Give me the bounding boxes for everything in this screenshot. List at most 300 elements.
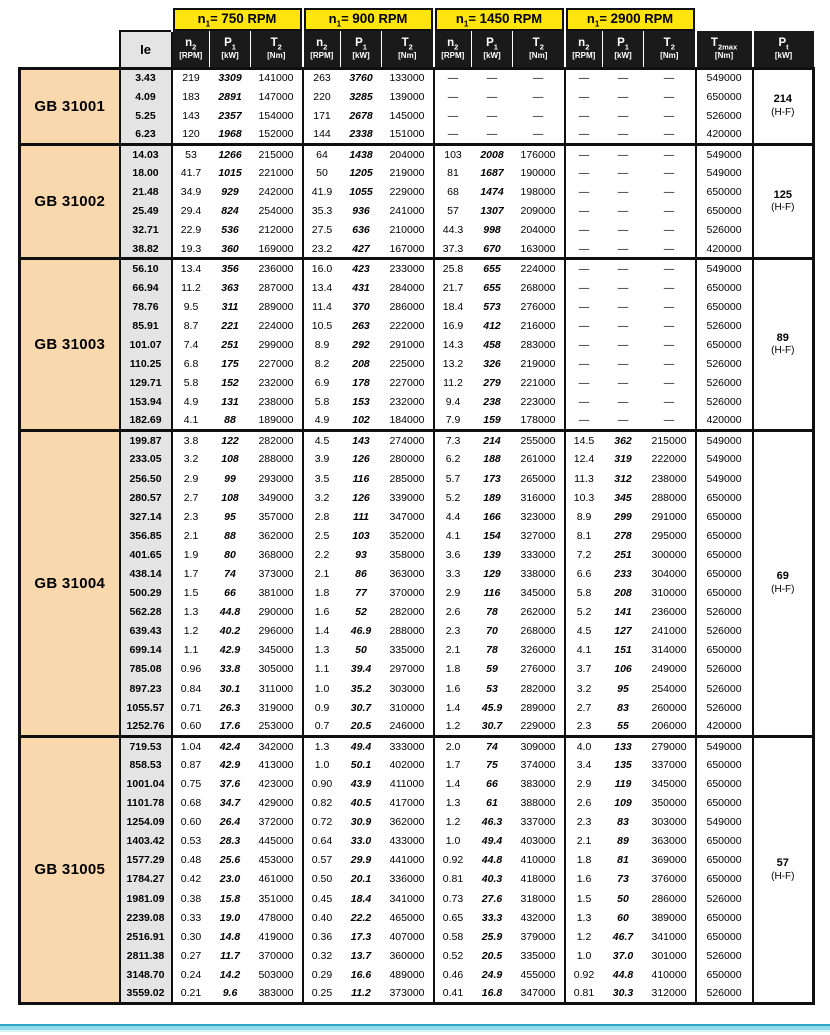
p1-value: 208	[603, 584, 644, 603]
t2-value: 288000	[382, 622, 434, 641]
ie-value: 199.87	[120, 431, 172, 450]
p1-value: 78	[472, 603, 513, 622]
t2-value: 279000	[644, 736, 696, 755]
table-row	[20, 507, 814, 526]
p1-value: —	[603, 335, 644, 354]
ratio-column-header: Ie	[120, 31, 172, 68]
n2-value: 2.3	[172, 507, 210, 526]
p1-value: 49.4	[341, 736, 382, 755]
t2-value: 301000	[644, 946, 696, 965]
t2-value: 419000	[251, 927, 303, 946]
p1-value: 536	[210, 221, 251, 240]
p1-value: 1055	[341, 183, 382, 202]
t2-value: 335000	[382, 641, 434, 660]
n2-value: 10.5	[303, 316, 341, 335]
t2-value: 383000	[513, 774, 565, 793]
p1-value: 29.9	[341, 851, 382, 870]
t2max-value: 650000	[696, 794, 753, 813]
n2-column-header: $n_2$ [RPM]	[434, 31, 472, 68]
table-row	[20, 469, 814, 488]
p1-value: 133	[603, 736, 644, 755]
p1-value: 52	[341, 603, 382, 622]
t2max-value: 650000	[696, 564, 753, 583]
ie-value: 562.28	[120, 603, 172, 622]
t2-value: 347000	[513, 985, 565, 1004]
n2-value: 0.72	[303, 813, 341, 832]
t2-value: 304000	[644, 564, 696, 583]
n2-value: —	[565, 183, 603, 202]
t2-value: 232000	[251, 374, 303, 393]
p1-value: 299	[603, 507, 644, 526]
p1-value: 1438	[341, 144, 382, 163]
n2-value: 3.5	[303, 469, 341, 488]
n2-value: 6.6	[565, 564, 603, 583]
t2-value: —	[513, 106, 565, 125]
n2-value: 0.87	[172, 755, 210, 774]
t2max-value: 650000	[696, 641, 753, 660]
n2-value: 5.8	[565, 584, 603, 603]
n2-value: —	[434, 68, 472, 87]
t2max-value: 650000	[696, 335, 753, 354]
n2-value: —	[434, 125, 472, 144]
n2-value: 16.0	[303, 259, 341, 278]
p1-value: 431	[341, 278, 382, 297]
n2-value: 13.4	[172, 259, 210, 278]
p1-value: 655	[472, 259, 513, 278]
t2-value: 374000	[513, 755, 565, 774]
ie-value: 129.71	[120, 374, 172, 393]
n2-value: —	[565, 354, 603, 373]
p1-value: 24.9	[472, 965, 513, 984]
n2-value: 16.9	[434, 316, 472, 335]
n2-column-header: $n_2$ [RPM]	[565, 31, 603, 68]
p1-value: 35.2	[341, 679, 382, 698]
t2max-value: 650000	[696, 488, 753, 507]
n2-value: 7.2	[565, 545, 603, 564]
p1-value: 59	[472, 660, 513, 679]
p1-value: 49.4	[472, 832, 513, 851]
n2-value: 4.9	[172, 393, 210, 412]
table-row	[20, 813, 814, 832]
n2-value: 41.9	[303, 183, 341, 202]
ie-value: 280.57	[120, 488, 172, 507]
n2-value: 5.8	[303, 393, 341, 412]
p1-value: 345	[603, 488, 644, 507]
p1-value: 106	[603, 660, 644, 679]
p1-value: 30.7	[341, 698, 382, 717]
ie-value: 5.25	[120, 106, 172, 125]
table-row	[20, 87, 814, 106]
t2-value: 229000	[513, 717, 565, 736]
t2-value: 276000	[513, 297, 565, 316]
n2-value: 3.2	[565, 679, 603, 698]
ie-value: 500.29	[120, 584, 172, 603]
ie-value: 85.91	[120, 316, 172, 335]
t2-value: 352000	[382, 526, 434, 545]
p1-value: 1307	[472, 202, 513, 221]
p1-value: 3309	[210, 68, 251, 87]
p1-value: 311	[210, 297, 251, 316]
t2max-value: 549000	[696, 469, 753, 488]
t2-value: 176000	[513, 144, 565, 163]
group-name: GB 31005	[20, 736, 120, 1003]
n2-value: 23.2	[303, 240, 341, 259]
n2-value: 4.1	[565, 641, 603, 660]
ie-value: 356.85	[120, 526, 172, 545]
p1-value: —	[603, 316, 644, 335]
ie-value: 327.14	[120, 507, 172, 526]
t2-column-header: $T_2$ [Nm]	[513, 31, 565, 68]
n2-value: 50	[303, 163, 341, 182]
n2-value: 1.0	[434, 832, 472, 851]
t2-value: 289000	[251, 297, 303, 316]
t2-value: 236000	[644, 603, 696, 622]
table-row	[20, 278, 814, 297]
n2-value: 6.8	[172, 354, 210, 373]
t2-value: 423000	[251, 774, 303, 793]
ie-value: 21.48	[120, 183, 172, 202]
t2max-value: 549000	[696, 144, 753, 163]
t2-value: 407000	[382, 927, 434, 946]
t2-value: 268000	[513, 278, 565, 297]
ie-value: 1055.57	[120, 698, 172, 717]
p1-value: 151	[603, 641, 644, 660]
t2-value: 376000	[644, 870, 696, 889]
t2max-value: 549000	[696, 259, 753, 278]
t2-value: 223000	[513, 393, 565, 412]
t2-value: 184000	[382, 412, 434, 431]
ie-value: 1101.78	[120, 794, 172, 813]
t2-value: 290000	[251, 603, 303, 622]
p1-value: 86	[341, 564, 382, 583]
n2-value: 2.3	[434, 622, 472, 641]
t2-value: 167000	[382, 240, 434, 259]
t2-value: —	[644, 68, 696, 87]
n2-value: 4.1	[172, 412, 210, 431]
n2-value: 103	[434, 144, 472, 163]
n2-value: 68	[434, 183, 472, 202]
n2-value: 6.2	[434, 450, 472, 469]
n2-value: 0.58	[434, 927, 472, 946]
t2-value: 337000	[644, 755, 696, 774]
t2-value: 133000	[382, 68, 434, 87]
n2-value: 8.9	[303, 335, 341, 354]
n2-value: —	[565, 163, 603, 182]
ie-value: 1254.09	[120, 813, 172, 832]
t2-value: 445000	[251, 832, 303, 851]
n2-value: 0.65	[434, 908, 472, 927]
p1-value: 458	[472, 335, 513, 354]
t2-value: 178000	[513, 412, 565, 431]
t2max-value: 650000	[696, 202, 753, 221]
p1-value: 42.9	[210, 641, 251, 660]
n2-value: 3.8	[172, 431, 210, 450]
p1-value: 153	[341, 393, 382, 412]
n2-value: —	[565, 297, 603, 316]
n2-value: —	[565, 316, 603, 335]
table-row	[20, 641, 814, 660]
n2-value: 5.2	[565, 603, 603, 622]
t2-value: 372000	[251, 813, 303, 832]
n2-value: 1.0	[303, 679, 341, 698]
p1-value: —	[603, 125, 644, 144]
n2-value: 41.7	[172, 163, 210, 182]
n2-value: 0.33	[172, 908, 210, 927]
t2-value: 342000	[251, 736, 303, 755]
p1-value: 173	[472, 469, 513, 488]
t2-value: 363000	[644, 832, 696, 851]
n2-value: 1.4	[303, 622, 341, 641]
p1-value: 363	[210, 278, 251, 297]
t2-value: —	[644, 221, 696, 240]
t2-value: 410000	[513, 851, 565, 870]
t2max-value: 650000	[696, 297, 753, 316]
p1-value: 34.7	[210, 794, 251, 813]
column-header-row	[20, 31, 814, 68]
n2-value: 9.5	[172, 297, 210, 316]
t2max-value: 650000	[696, 87, 753, 106]
t2-value: 287000	[251, 278, 303, 297]
t2-value: 309000	[513, 736, 565, 755]
n2-value: 0.36	[303, 927, 341, 946]
table-row	[20, 68, 814, 87]
t2-value: 345000	[513, 584, 565, 603]
t2-value: 316000	[513, 488, 565, 507]
p1-value: 370	[341, 297, 382, 316]
n2-value: 34.9	[172, 183, 210, 202]
ie-value: 785.08	[120, 660, 172, 679]
p1-value: 143	[341, 431, 382, 450]
t2max-value: 526000	[696, 698, 753, 717]
t2-value: 212000	[251, 221, 303, 240]
n2-value: —	[565, 393, 603, 412]
p1-value: 122	[210, 431, 251, 450]
n2-value: 0.46	[434, 965, 472, 984]
t2-value: 335000	[513, 946, 565, 965]
n2-value: 22.9	[172, 221, 210, 240]
p1-value: 27.6	[472, 889, 513, 908]
t2-value: 169000	[251, 240, 303, 259]
n2-value: 25.8	[434, 259, 472, 278]
n2-value: 0.50	[303, 870, 341, 889]
n2-value: 3.7	[565, 660, 603, 679]
t2-value: 154000	[251, 106, 303, 125]
table-row	[20, 545, 814, 564]
p1-value: 1015	[210, 163, 251, 182]
speed-band-1450: $n_1= 1450$ RPM	[434, 8, 565, 31]
n2-value: 2.7	[172, 488, 210, 507]
p1-value: 238	[472, 393, 513, 412]
t2-value: 147000	[251, 87, 303, 106]
p1-value: 20.5	[341, 717, 382, 736]
table-row	[20, 965, 814, 984]
t2max-value: 420000	[696, 717, 753, 736]
n2-value: 0.81	[434, 870, 472, 889]
p1-value: 178	[341, 374, 382, 393]
p1-value: 2008	[472, 144, 513, 163]
p1-value: 44.8	[210, 603, 251, 622]
n2-value: 2.7	[565, 698, 603, 717]
t2-value: 265000	[513, 469, 565, 488]
table-row	[20, 221, 814, 240]
t2-value: 432000	[513, 908, 565, 927]
t2-value: 215000	[251, 144, 303, 163]
t2max-value: 650000	[696, 870, 753, 889]
t2-value: 296000	[251, 622, 303, 641]
n2-value: 2.1	[434, 641, 472, 660]
n2-value: 0.75	[172, 774, 210, 793]
t2max-value: 549000	[696, 163, 753, 182]
t2max-value: 526000	[696, 622, 753, 641]
table-header	[20, 8, 814, 68]
n2-value: 3.2	[303, 488, 341, 507]
p1-value: —	[603, 87, 644, 106]
p1-value: 95	[603, 679, 644, 698]
n2-value: 1.6	[434, 679, 472, 698]
t2-value: 373000	[251, 564, 303, 583]
p1-value: 26.3	[210, 698, 251, 717]
n2-value: 3.3	[434, 564, 472, 583]
n2-value: 1.4	[434, 774, 472, 793]
t2-value: 478000	[251, 908, 303, 927]
ie-value: 56.10	[120, 259, 172, 278]
t2-value: 293000	[251, 469, 303, 488]
p1-value: 28.3	[210, 832, 251, 851]
n2-value: 263	[303, 68, 341, 87]
table-row	[20, 679, 814, 698]
p1-value: 356	[210, 259, 251, 278]
t2-value: 221000	[513, 374, 565, 393]
n2-value: 14.5	[565, 431, 603, 450]
table-row	[20, 335, 814, 354]
p1-value: 824	[210, 202, 251, 221]
t2-value: 333000	[513, 545, 565, 564]
p1-value: 74	[210, 564, 251, 583]
n2-value: 5.2	[434, 488, 472, 507]
n2-value: 37.3	[434, 240, 472, 259]
p1-value: 66	[472, 774, 513, 793]
ie-value: 14.03	[120, 144, 172, 163]
p1-value: 214	[472, 431, 513, 450]
t2max-value: 420000	[696, 125, 753, 144]
table-row	[20, 526, 814, 545]
table-row	[20, 125, 814, 144]
n2-value: —	[565, 221, 603, 240]
n2-value: 3.9	[303, 450, 341, 469]
table-row	[20, 316, 814, 335]
table-row	[20, 908, 814, 927]
n2-value: 57	[434, 202, 472, 221]
p1-value: 11.7	[210, 946, 251, 965]
t2-value: 241000	[382, 202, 434, 221]
ie-value: 182.69	[120, 412, 172, 431]
t2-value: —	[644, 393, 696, 412]
n2-value: 1.9	[172, 545, 210, 564]
p1-value: 60	[603, 908, 644, 927]
t2-value: 254000	[644, 679, 696, 698]
p1-value: 119	[603, 774, 644, 793]
group-col-blank	[20, 31, 120, 68]
p1-value: 936	[341, 202, 382, 221]
n2-value: 0.73	[434, 889, 472, 908]
ie-value: 719.53	[120, 736, 172, 755]
n2-value: 0.64	[303, 832, 341, 851]
t2-value: 327000	[513, 526, 565, 545]
p1-value: 2357	[210, 106, 251, 125]
p1-value: 14.2	[210, 965, 251, 984]
t2-value: 323000	[513, 507, 565, 526]
table-row	[20, 889, 814, 908]
t2-value: 288000	[644, 488, 696, 507]
p1-value: —	[603, 240, 644, 259]
p1-value: 279	[472, 374, 513, 393]
n2-value: 12.4	[565, 450, 603, 469]
p1-value: 152	[210, 374, 251, 393]
n2-value: —	[565, 125, 603, 144]
t2-value: 219000	[513, 354, 565, 373]
n2-value: —	[434, 106, 472, 125]
n2-value: 0.84	[172, 679, 210, 698]
p1-value: 30.9	[341, 813, 382, 832]
p1-value: —	[603, 202, 644, 221]
n2-value: 0.57	[303, 851, 341, 870]
n2-value: 0.92	[434, 851, 472, 870]
t2-value: 383000	[251, 985, 303, 1004]
ie-value: 153.94	[120, 393, 172, 412]
pt-rating: 125 (H-F)	[753, 144, 814, 259]
p1-value: 14.8	[210, 927, 251, 946]
t2-value: 362000	[382, 813, 434, 832]
t2-value: 291000	[382, 335, 434, 354]
t2-value: 503000	[251, 965, 303, 984]
p1-value: 50	[603, 889, 644, 908]
n2-value: 3.2	[172, 450, 210, 469]
t2-value: 418000	[513, 870, 565, 889]
ie-value: 233.05	[120, 450, 172, 469]
ie-value: 4.09	[120, 87, 172, 106]
ie-value: 438.14	[120, 564, 172, 583]
n2-value: —	[565, 259, 603, 278]
n2-value: 1.3	[172, 603, 210, 622]
ie-value: 3.43	[120, 68, 172, 87]
t2-value: 360000	[382, 946, 434, 965]
n2-value: 10.3	[565, 488, 603, 507]
p1-value: 37.6	[210, 774, 251, 793]
table-row	[20, 240, 814, 259]
t2-value: —	[644, 374, 696, 393]
t2max-value: 650000	[696, 507, 753, 526]
p1-column-header: $P_1$ [kW]	[341, 31, 382, 68]
n2-value: 2.6	[565, 794, 603, 813]
n2-value: 171	[303, 106, 341, 125]
ie-value: 101.07	[120, 335, 172, 354]
p1-value: 319	[603, 450, 644, 469]
t2-value: 242000	[251, 183, 303, 202]
p1-value: 80	[210, 545, 251, 564]
p1-value: 95	[210, 507, 251, 526]
t2max-value: 650000	[696, 774, 753, 793]
p1-value: 15.8	[210, 889, 251, 908]
group-name: GB 31004	[20, 431, 120, 737]
n2-value: 8.7	[172, 316, 210, 335]
p1-value: 50	[341, 641, 382, 660]
t2-value: 215000	[644, 431, 696, 450]
n2-value: 27.5	[303, 221, 341, 240]
p1-value: 251	[210, 335, 251, 354]
n2-value: 0.24	[172, 965, 210, 984]
t2max-value: 549000	[696, 813, 753, 832]
t2max-value: 650000	[696, 832, 753, 851]
